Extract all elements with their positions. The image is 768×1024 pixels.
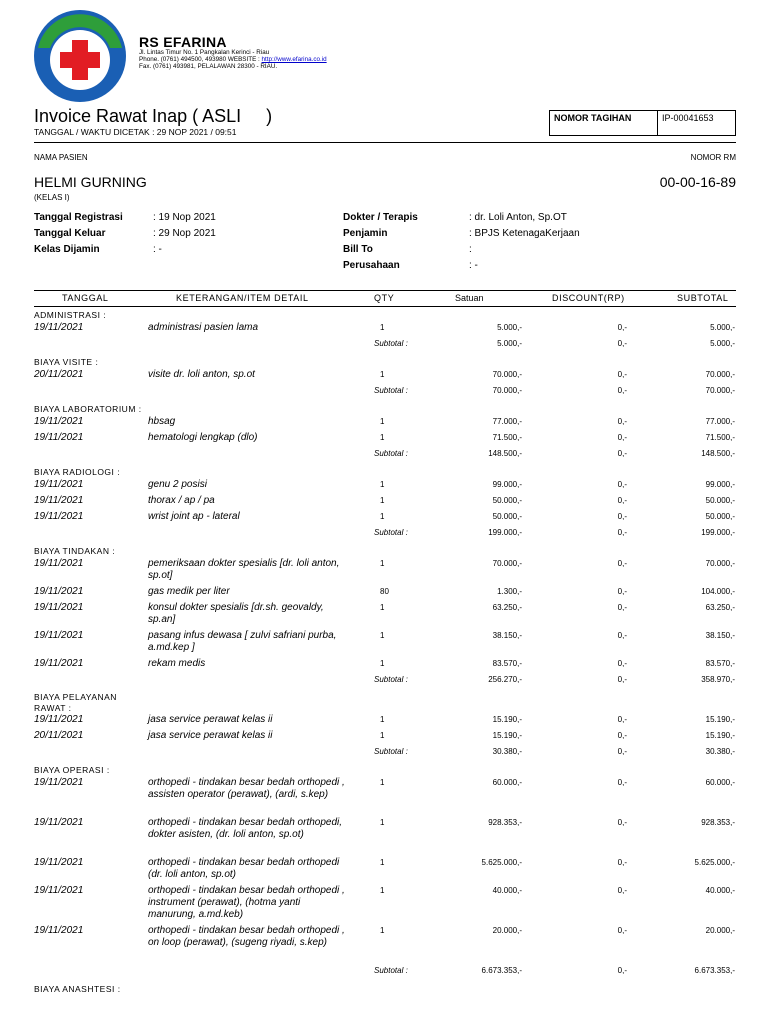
item-description: jasa service perawat kelas ii: [148, 730, 273, 741]
item-description: jasa service perawat kelas ii: [148, 714, 273, 725]
patient-class: (KELAS I): [34, 193, 70, 202]
item-discount: 0,-: [617, 886, 627, 895]
item-discount: 0,-: [617, 559, 627, 568]
item-subtotal: 83.570,-: [705, 659, 735, 668]
item-unit-price: 50.000,-: [492, 496, 522, 505]
item-unit-price: 63.250,-: [492, 603, 522, 612]
item-date: 20/11/2021: [34, 730, 84, 741]
invoice-number-box: [549, 110, 736, 136]
header-keterangan: KETERANGAN/ITEM DETAIL: [176, 293, 309, 303]
item-discount: 0,-: [617, 433, 627, 442]
item-subtotal: 928.353,-: [701, 818, 735, 827]
table-header-rule: [34, 306, 736, 307]
invoice-number-value: IP-00041653: [662, 113, 714, 123]
item-subtotal: 63.250,-: [705, 603, 735, 612]
item-description: administrasi pasien lama: [148, 322, 259, 333]
section-title: BIAYA VISITE :: [34, 357, 99, 367]
item-subtotal: 77.000,-: [705, 417, 735, 426]
item-discount: 0,-: [617, 417, 627, 426]
item-discount: 0,-: [617, 631, 627, 640]
divider: [34, 142, 736, 143]
info-value: : -: [153, 244, 162, 255]
subtotal-amount: 5.000,-: [710, 339, 735, 348]
item-subtotal: 40.000,-: [705, 886, 735, 895]
item-unit-price: 40.000,-: [492, 886, 522, 895]
item-date: 19/11/2021: [34, 322, 84, 333]
subtotal-label: Subtotal :: [374, 386, 408, 395]
item-subtotal: 104.000,-: [701, 587, 735, 596]
item-unit-price: 60.000,-: [492, 778, 522, 787]
subtotal-discount: 0,-: [617, 747, 627, 756]
section-title: BIAYA LABORATORIUM :: [34, 404, 142, 414]
item-subtotal: 38.150,-: [705, 631, 735, 640]
section-title: ADMINISTRASI :: [34, 310, 107, 320]
item-discount: 0,-: [617, 715, 627, 724]
item-discount: 0,-: [617, 818, 627, 827]
item-description: pasang infus dewasa [ zulvi safriani purba, a.md.kep ]: [148, 630, 337, 653]
subtotal-amount: 6.673.353,-: [694, 966, 735, 975]
item-qty: 1: [380, 323, 385, 332]
hospital-name: RS EFARINA: [139, 34, 227, 50]
item-discount: 0,-: [617, 587, 627, 596]
item-date: 19/11/2021: [34, 885, 84, 896]
item-discount: 0,-: [617, 496, 627, 505]
item-description: orthopedi - tindakan besar bedah orthopedi (dr. loli anton, sp.ot): [148, 857, 340, 880]
item-description: konsul dokter spesialis [dr.sh. geovaldy, sp.an]: [148, 602, 324, 625]
item-description: pemeriksaan dokter spesialis [dr. loli anton, sp.ot]: [148, 558, 340, 581]
section-title: BIAYA ANASHTESI :: [34, 984, 121, 994]
hospital-fax: Fax. (0761) 493981, PELALAWAN 28300 - RIAU.: [139, 63, 278, 70]
item-unit-price: 70.000,-: [492, 559, 522, 568]
subtotal-amount: 358.970,-: [701, 675, 735, 684]
subtotal-unit-price: 70.000,-: [492, 386, 522, 395]
item-unit-price: 15.190,-: [492, 715, 522, 724]
subtotal-amount: 30.380,-: [705, 747, 735, 756]
item-date: 19/11/2021: [34, 416, 84, 427]
item-date: 19/11/2021: [34, 857, 84, 868]
item-description: orthopedi - tindakan besar bedah orthopedi , instrument (perawat), (hotma yanti manurung, a.md.keb): [148, 885, 345, 920]
item-description: hematologi lengkap (dlo): [148, 432, 258, 443]
subtotal-label: Subtotal :: [374, 339, 408, 348]
item-date: 19/11/2021: [34, 777, 84, 788]
section-title: BIAYA RADIOLOGI :: [34, 467, 121, 477]
hospital-logo: [32, 8, 128, 104]
item-description: visite dr. loli anton, sp.ot: [148, 369, 255, 380]
subtotal-discount: 0,-: [617, 339, 627, 348]
item-unit-price: 38.150,-: [492, 631, 522, 640]
subtotal-label: Subtotal :: [374, 747, 408, 756]
item-subtotal: 71.500,-: [705, 433, 735, 442]
item-discount: 0,-: [617, 603, 627, 612]
info-label: Tanggal Registrasi: [34, 212, 123, 223]
subtotal-discount: 0,-: [617, 449, 627, 458]
item-discount: 0,-: [617, 731, 627, 740]
item-subtotal: 5.000,-: [710, 323, 735, 332]
item-date: 19/11/2021: [34, 817, 84, 828]
item-date: 19/11/2021: [34, 586, 84, 597]
item-unit-price: 77.000,-: [492, 417, 522, 426]
header-discount: DISCOUNT(RP): [552, 293, 625, 303]
item-subtotal: 5.625.000,-: [694, 858, 735, 867]
info-value: : 29 Nop 2021: [153, 228, 216, 239]
item-description: orthopedi - tindakan besar bedah orthopedi , assisten operator (perawat), (ardi, s.kep): [148, 777, 345, 800]
item-qty: 80: [380, 587, 389, 596]
item-date: 19/11/2021: [34, 630, 84, 641]
item-description: rekam medis: [148, 658, 206, 669]
info-label: Dokter / Terapis: [343, 212, 418, 223]
item-subtotal: 99.000,-: [705, 480, 735, 489]
subtotal-discount: 0,-: [617, 675, 627, 684]
header-subtotal: SUBTOTAL: [677, 293, 729, 303]
subtotal-unit-price: 30.380,-: [492, 747, 522, 756]
subtotal-unit-price: 148.500,-: [488, 449, 522, 458]
item-date: 20/11/2021: [34, 369, 84, 380]
info-label: Tanggal Keluar: [34, 228, 106, 239]
item-unit-price: 71.500,-: [492, 433, 522, 442]
subtotal-label: Subtotal :: [374, 675, 408, 684]
item-description: orthopedi - tindakan besar bedah orthopedi , on loop (perawat), (sugeng riyadi, s.kep): [148, 925, 345, 948]
item-qty: 1: [380, 417, 385, 426]
table-top-rule: [34, 290, 736, 291]
item-discount: 0,-: [617, 370, 627, 379]
item-description: hbsag: [148, 416, 176, 427]
subtotal-discount: 0,-: [617, 528, 627, 537]
print-timestamp: TANGGAL / WAKTU DICETAK : 29 NOP 2021 / 09:51: [34, 127, 237, 137]
item-qty: 1: [380, 559, 385, 568]
info-value: : 19 Nop 2021: [153, 212, 216, 223]
item-subtotal: 70.000,-: [705, 370, 735, 379]
item-date: 19/11/2021: [34, 432, 84, 443]
section-title: BIAYA PELAYANAN RAWAT :: [34, 692, 117, 713]
item-description: orthopedi - tindakan besar bedah orthopedi, dokter asisten, (dr. loli anton, sp.ot): [148, 817, 343, 840]
item-unit-price: 5.625.000,-: [481, 858, 522, 867]
website-link[interactable]: http://www.efarina.co.id: [261, 56, 327, 63]
item-unit-price: 5.000,-: [497, 323, 522, 332]
subtotal-discount: 0,-: [617, 966, 627, 975]
item-subtotal: 60.000,-: [705, 778, 735, 787]
item-qty: 1: [380, 886, 385, 895]
item-qty: 1: [380, 659, 385, 668]
item-description: gas medik per liter: [148, 586, 230, 597]
item-discount: 0,-: [617, 480, 627, 489]
item-qty: 1: [380, 778, 385, 787]
item-subtotal: 15.190,-: [705, 731, 735, 740]
subtotal-unit-price: 199.000,-: [488, 528, 522, 537]
item-discount: 0,-: [617, 659, 627, 668]
section-title: BIAYA TINDAKAN :: [34, 546, 116, 556]
header-satuan: Satuan: [455, 293, 484, 303]
item-discount: 0,-: [617, 858, 627, 867]
item-date: 19/11/2021: [34, 511, 84, 522]
item-discount: 0,-: [617, 926, 627, 935]
info-value: :: [469, 244, 472, 255]
info-value: : -: [469, 260, 478, 271]
header-qty: QTY: [374, 293, 395, 303]
item-subtotal: 20.000,-: [705, 926, 735, 935]
item-description: thorax / ap / pa: [148, 495, 215, 506]
patient-name: HELMI GURNING: [34, 174, 147, 190]
item-date: 19/11/2021: [34, 558, 84, 569]
item-subtotal: 50.000,-: [705, 496, 735, 505]
item-date: 19/11/2021: [34, 925, 84, 936]
item-unit-price: 15.190,-: [492, 731, 522, 740]
item-qty: 1: [380, 818, 385, 827]
hospital-address: Jl. Lintas Timur No. 1 Pangkalan Kerinci - Riau: [139, 49, 270, 56]
subtotal-unit-price: 6.673.353,-: [481, 966, 522, 975]
info-label: Penjamin: [343, 228, 388, 239]
item-discount: 0,-: [617, 512, 627, 521]
item-unit-price: 20.000,-: [492, 926, 522, 935]
subtotal-discount: 0,-: [617, 386, 627, 395]
subtotal-label: Subtotal :: [374, 966, 408, 975]
item-qty: 1: [380, 496, 385, 505]
invoice-title: Invoice Rawat Inap ( ASLI ): [34, 106, 273, 126]
subtotal-amount: 148.500,-: [701, 449, 735, 458]
subtotal-unit-price: 5.000,-: [497, 339, 522, 348]
info-label: Bill To: [343, 244, 373, 255]
subtotal-label: Subtotal :: [374, 528, 408, 537]
subtotal-unit-price: 256.270,-: [488, 675, 522, 684]
item-discount: 0,-: [617, 778, 627, 787]
item-subtotal: 70.000,-: [705, 559, 735, 568]
item-subtotal: 50.000,-: [705, 512, 735, 521]
medical-record-number: 00-00-16-89: [659, 174, 736, 190]
subtotal-amount: 199.000,-: [701, 528, 735, 537]
invoice-number-label: NOMOR TAGIHAN: [550, 111, 658, 135]
item-date: 19/11/2021: [34, 714, 84, 725]
item-qty: 1: [380, 370, 385, 379]
item-qty: 1: [380, 631, 385, 640]
item-qty: 1: [380, 731, 385, 740]
item-date: 19/11/2021: [34, 602, 84, 613]
item-qty: 1: [380, 512, 385, 521]
rm-label: NOMOR RM: [690, 153, 736, 162]
section-title: BIAYA OPERASI :: [34, 765, 110, 775]
item-date: 19/11/2021: [34, 658, 84, 669]
item-qty: 1: [380, 433, 385, 442]
item-qty: 1: [380, 480, 385, 489]
info-label: Perusahaan: [343, 260, 400, 271]
item-qty: 1: [380, 715, 385, 724]
item-unit-price: 83.570,-: [492, 659, 522, 668]
item-qty: 1: [380, 858, 385, 867]
item-qty: 1: [380, 603, 385, 612]
info-label: Kelas Dijamin: [34, 244, 100, 255]
info-value: : BPJS KetenagaKerjaan: [469, 228, 580, 239]
item-description: genu 2 posisi: [148, 479, 207, 490]
item-unit-price: 99.000,-: [492, 480, 522, 489]
item-unit-price: 1.300,-: [497, 587, 522, 596]
patient-name-label: NAMA PASIEN: [34, 153, 88, 162]
subtotal-amount: 70.000,-: [705, 386, 735, 395]
subtotal-label: Subtotal :: [374, 449, 408, 458]
item-description: wrist joint ap - lateral: [148, 511, 240, 522]
item-unit-price: 50.000,-: [492, 512, 522, 521]
hospital-phone: [139, 56, 327, 63]
item-date: 19/11/2021: [34, 479, 84, 490]
phone-text: Phone. (0761) 494500, 493980 WEBSITE :: [139, 56, 262, 63]
item-discount: 0,-: [617, 323, 627, 332]
info-value: : dr. Loli Anton, Sp.OT: [469, 212, 567, 223]
item-date: 19/11/2021: [34, 495, 84, 506]
item-unit-price: 928.353,-: [488, 818, 522, 827]
item-subtotal: 15.190,-: [705, 715, 735, 724]
header-tanggal: TANGGAL: [62, 293, 109, 303]
item-qty: 1: [380, 926, 385, 935]
item-unit-price: 70.000,-: [492, 370, 522, 379]
